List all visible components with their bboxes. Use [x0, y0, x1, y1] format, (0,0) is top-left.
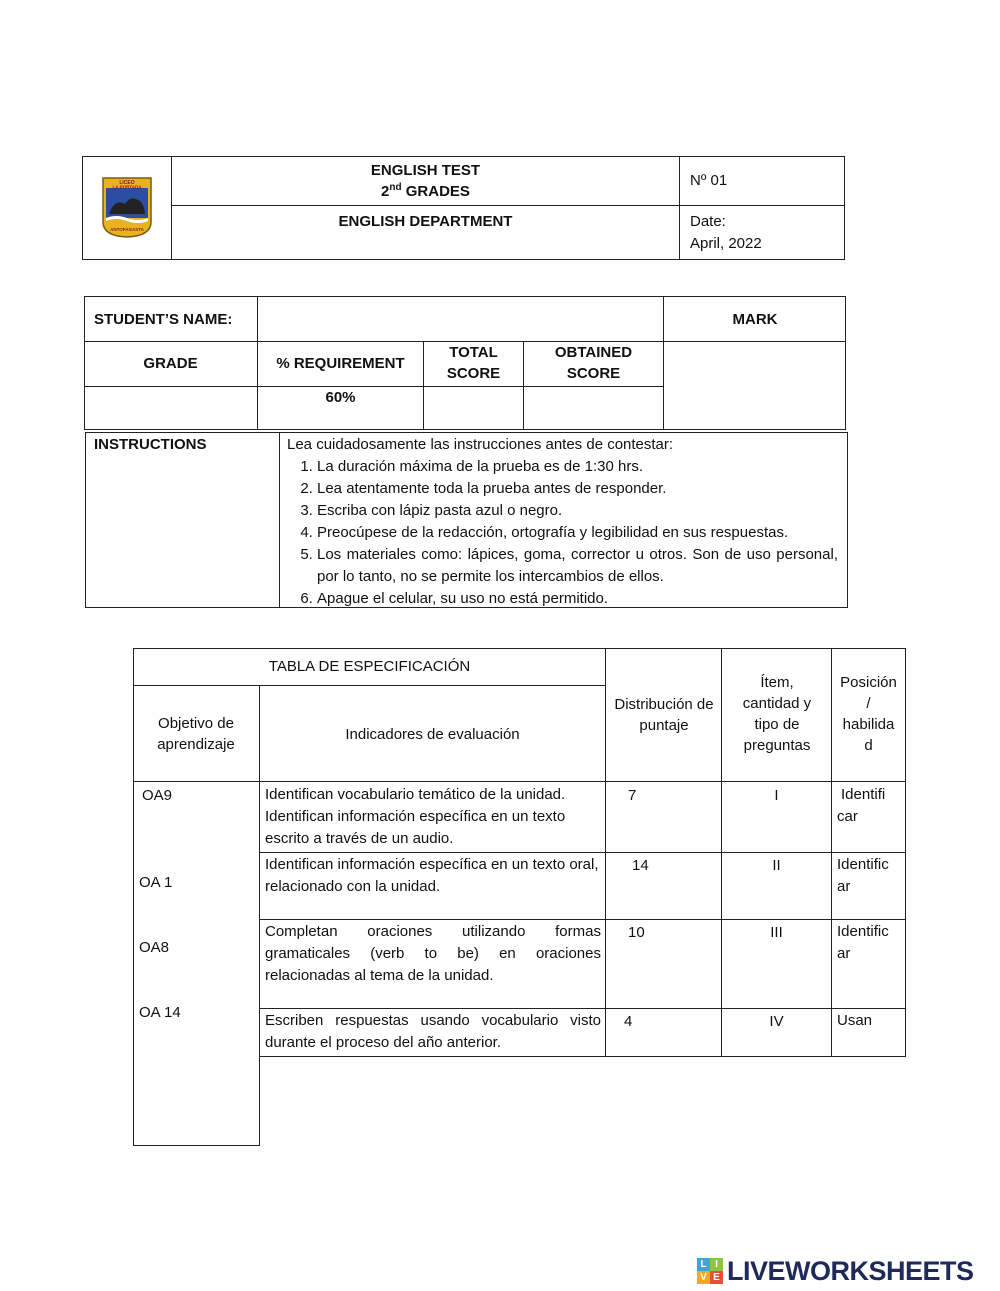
- objective-label: OA8: [139, 939, 170, 956]
- mark-label: MARK: [732, 311, 778, 328]
- date-label: Date:: [690, 213, 726, 230]
- item-value: I: [774, 787, 779, 804]
- spec-row-line-2: [259, 919, 906, 920]
- date-value: April, 2022: [690, 235, 762, 252]
- badge-letter-e: E: [710, 1271, 723, 1284]
- instruction-item: 1. La duración máxima de la prueba es de 1:30 hrs.: [317, 456, 838, 478]
- liveworksheets-watermark[interactable]: [697, 1256, 993, 1286]
- indicator-text: Escriben respuestas usando vocabulario visto durante el proceso del año anterior.: [265, 1012, 601, 1051]
- skill-value: Identific ar: [837, 856, 889, 895]
- points-value: 4: [624, 1013, 633, 1030]
- watermark-badge: [697, 1258, 723, 1284]
- instruction-item: 6. Apague el celular, su uso no está permitido.: [317, 588, 838, 610]
- header-divider-number: [679, 156, 680, 260]
- test-number: Nº 01: [690, 172, 728, 189]
- points-value: 10: [628, 924, 645, 941]
- spec-title-divider: [133, 685, 606, 686]
- objective-label: OA9: [142, 787, 173, 804]
- col-indicators-header: Indicadores de evaluación: [345, 726, 520, 743]
- logo-text-bottom: ANTOFAGASTA: [110, 227, 144, 232]
- spec-col-obj: [259, 685, 260, 1146]
- instruction-item: 5. Los materiales como: lápices, goma, corrector u otros. Son de uso personal, por lo tanto, no se permite los intercambios de ellos.: [317, 544, 838, 588]
- total-score-field[interactable]: [424, 387, 523, 430]
- spec-top-line: [133, 648, 906, 649]
- spec-obj-bottom-line: [133, 1145, 260, 1146]
- indicator-text: Identifican información específica en un texto oral, relacionado con la unidad.: [265, 856, 599, 895]
- grade-heading: 2nd GRADES: [381, 182, 470, 200]
- requirement-label: % REQUIREMENT: [276, 355, 405, 372]
- badge-letter-l: L: [697, 1258, 710, 1271]
- obtained-score-label: OBTAINED SCORE: [554, 344, 633, 382]
- logo-text-mid: LA PORTADA: [112, 184, 142, 190]
- instructions-label: INSTRUCTIONS: [94, 436, 207, 453]
- spec-header-bottom: [133, 781, 906, 782]
- badge-letter-v: V: [697, 1271, 710, 1284]
- school-logo: [101, 176, 153, 238]
- points-value: 7: [628, 787, 637, 804]
- test-title: ENGLISH TEST: [370, 162, 481, 179]
- spec-row-line-3: [259, 1008, 906, 1009]
- indicator-text: Identifican vocabulario temático de la unidad. Identifican información específica en un texto escrito a través de un audio.: [265, 786, 566, 847]
- instruction-item: 4. Preocúpese de la redacción, ortografía y legibilidad en sus respuestas.: [317, 522, 838, 544]
- indicator-text: Completan oraciones utilizando formas gramaticales (verb to be) en oraciones relacionadas al tema de la unidad.: [265, 923, 601, 984]
- spec-left-line: [133, 648, 134, 1146]
- department-label: ENGLISH DEPARTMENT: [338, 213, 513, 230]
- col-distribution-header: Distribución de puntaje: [614, 696, 714, 734]
- skill-value: Identific ar: [837, 923, 889, 962]
- grade-field[interactable]: [85, 387, 257, 430]
- col-position-header: Posición / habilida d: [840, 674, 897, 754]
- instruction-item: 2. Lea atentamente toda la prueba antes de responder.: [317, 478, 838, 500]
- requirement-value: 60%: [325, 389, 356, 406]
- item-value: IV: [769, 1013, 784, 1030]
- instructions-intro: Lea cuidadosamente las instrucciones antes de contestar:: [287, 436, 674, 453]
- spec-row-line-4: [259, 1056, 906, 1057]
- watermark-brand: LIVEWORKSHEETS: [727, 1256, 974, 1286]
- col-item-header: Ítem, cantidad y tipo de preguntas: [742, 674, 812, 754]
- instructions-list: [287, 456, 838, 610]
- logo-text-top: LICEO: [119, 180, 135, 186]
- item-value: II: [772, 857, 781, 874]
- student-name-label: STUDENT’S NAME:: [94, 311, 233, 328]
- spec-title: TABLA DE ESPECIFICACIÓN: [268, 658, 471, 675]
- item-value: III: [770, 924, 783, 941]
- col-objective-header: Objetivo de aprendizaje: [157, 715, 235, 753]
- total-score-label: TOTAL SCORE: [446, 344, 501, 382]
- header-divider-row: [171, 205, 845, 206]
- test-title-block: [172, 160, 679, 202]
- grade-label: GRADE: [143, 355, 198, 372]
- objective-label: OA 1: [139, 874, 173, 891]
- badge-letter-i: I: [710, 1258, 723, 1271]
- instructions-content: [287, 434, 838, 610]
- skill-value: Usan: [837, 1012, 873, 1029]
- mark-field[interactable]: [664, 342, 846, 430]
- obtained-score-field[interactable]: [524, 387, 663, 430]
- spec-row-line-1: [259, 852, 906, 853]
- objective-label: OA 14: [139, 1004, 181, 1021]
- student-name-field[interactable]: [258, 297, 663, 341]
- skill-value: Identifi car: [837, 786, 886, 825]
- points-value: 14: [632, 857, 649, 874]
- instruction-item: 3. Escriba con lápiz pasta azul o negro.: [317, 500, 838, 522]
- instructions-divider: [279, 432, 280, 608]
